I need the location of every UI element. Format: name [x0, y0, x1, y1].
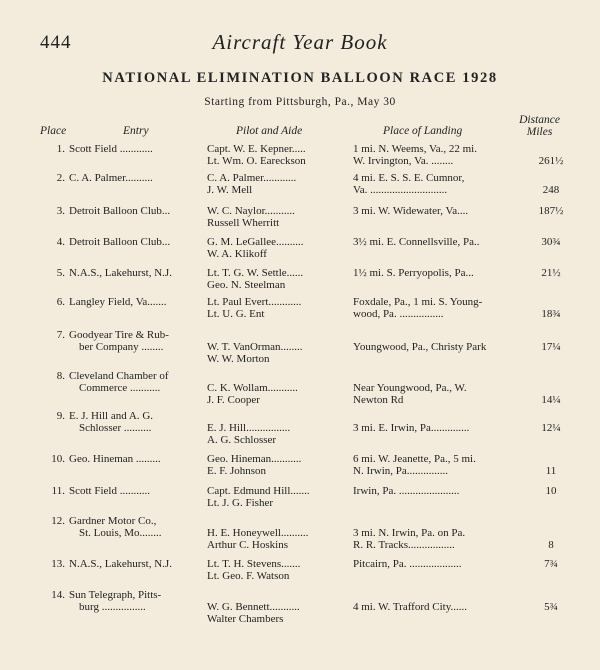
- cell-line: C. K. Wollam...........: [207, 382, 298, 394]
- cell-line: Schlosser ..........: [79, 422, 152, 434]
- entry-cell: [69, 267, 207, 279]
- cell-line: 3 mi. W. Widewater, Va....: [353, 205, 469, 217]
- pilot-cell: [207, 370, 353, 406]
- entry-cell: [69, 205, 207, 217]
- cell-line: Gardner Motor Co.,: [69, 515, 157, 527]
- cell-line: N. Irwin, Pa...............: [353, 465, 449, 477]
- book-title: Aircraft Year Book: [212, 30, 388, 54]
- place-cell: 7.: [56, 329, 65, 341]
- cell-line: [207, 410, 353, 422]
- pilot-cell: [207, 143, 353, 167]
- distance-cell: 187½: [538, 205, 564, 217]
- entry-cell: [69, 143, 207, 155]
- place-cell: 3.: [56, 205, 65, 217]
- cell-line: G. M. LeGallee..........: [207, 236, 304, 248]
- cell-line: 3½ mi. E. Connellsville, Pa..: [353, 236, 480, 248]
- cell-line: Lt. J. G. Fisher: [207, 497, 273, 509]
- cell-line: Lt. T. G. W. Settle......: [207, 267, 304, 279]
- cell-line: [353, 329, 528, 341]
- distance-cell: 261½: [538, 155, 564, 167]
- cell-line: Lt. U. G. Ent: [207, 308, 265, 320]
- entry-cell: [69, 485, 207, 497]
- cell-line: wood, Pa. ................: [353, 308, 444, 320]
- running-head: [40, 30, 560, 56]
- landing-cell: [353, 370, 528, 406]
- landing-cell: [353, 515, 528, 551]
- cell-line: Irwin, Pa. ......................: [353, 485, 460, 497]
- cell-line: Geo. Hineman .........: [69, 453, 161, 465]
- cell-line: [353, 589, 528, 601]
- cell-line: W. A. Klikoff: [207, 248, 267, 260]
- pilot-cell: [207, 172, 353, 196]
- landing-cell: [353, 296, 528, 320]
- place-cell: 1.: [56, 143, 65, 155]
- landing-cell: [353, 453, 528, 477]
- place-cell: 14.: [51, 589, 65, 601]
- cell-line: 3 mi. E. Irwin, Pa..............: [353, 422, 470, 434]
- cell-line: Pitcairn, Pa. ...................: [353, 558, 462, 570]
- distance-cell: 21½: [541, 267, 561, 279]
- pilot-cell: [207, 453, 353, 477]
- cell-line: Goodyear Tire & Rub-: [69, 329, 169, 341]
- cell-line: Foxdale, Pa., 1 mi. S. Young-: [353, 296, 483, 308]
- pilot-cell: [207, 329, 353, 365]
- pilot-cell: [207, 296, 353, 320]
- cell-line: Lt. T. H. Stevens.......: [207, 558, 301, 570]
- cell-line: [353, 410, 528, 422]
- place-cell: 2.: [56, 172, 65, 184]
- landing-cell: [353, 236, 528, 248]
- pilot-cell: [207, 589, 353, 625]
- cell-line: 1½ mi. S. Perryopolis, Pa...: [353, 267, 474, 279]
- cell-line: Detroit Balloon Club...: [69, 236, 171, 248]
- distance-cell: 17¼: [541, 341, 561, 353]
- landing-cell: [353, 205, 528, 217]
- cell-line: E. J. Hill and A. G.: [69, 410, 154, 422]
- cell-line: 4 mi. E. S. S. E. Cumnor,: [353, 172, 465, 184]
- distance-cell: 30¾: [541, 236, 561, 248]
- cell-line: Scott Field ...........: [69, 485, 150, 497]
- cell-line: A. G. Schlosser: [207, 434, 277, 446]
- cell-line: [353, 370, 528, 382]
- pilot-cell: [207, 515, 353, 551]
- cell-line: Newton Rd: [353, 394, 404, 406]
- entry-cell: [69, 558, 207, 570]
- entry-cell: [69, 453, 207, 465]
- landing-cell: [353, 410, 528, 434]
- race-title: NATIONAL ELIMINATION BALLOON RACE 1928: [102, 70, 498, 86]
- entry-cell: [69, 589, 207, 613]
- race-subtitle: Starting from Pittsburgh, Pa., May 30: [204, 96, 396, 108]
- cell-line: W. C. Naylor...........: [207, 205, 295, 217]
- cell-line: Lt. Wm. O. Eareckson: [207, 155, 306, 167]
- cell-line: Capt. Edmund Hill.......: [207, 485, 310, 497]
- cell-line: Scott Field ............: [69, 143, 153, 155]
- landing-cell: [353, 589, 528, 613]
- cell-line: W. T. VanOrman........: [207, 341, 303, 353]
- entry-cell: [69, 236, 207, 248]
- pilot-cell: [207, 558, 353, 582]
- cell-line: [207, 329, 353, 341]
- cell-line: Va. ............................: [353, 184, 448, 196]
- cell-line: Cleveland Chamber of: [69, 370, 169, 382]
- cell-line: Youngwood, Pa., Christy Park: [353, 341, 487, 353]
- cell-line: Sun Telegraph, Pitts-: [69, 589, 162, 601]
- cell-line: ber Company ........: [79, 341, 164, 353]
- cell-line: Capt. W. E. Kepner.....: [207, 143, 306, 155]
- cell-line: C. A. Palmer............: [207, 172, 297, 184]
- cell-line: C. A. Palmer..........: [69, 172, 153, 184]
- cell-line: Commerce ...........: [79, 382, 161, 394]
- pilot-cell: [207, 410, 353, 446]
- column-header-place: Place: [40, 125, 67, 137]
- cell-line: burg ................: [79, 601, 146, 613]
- place-cell: 12.: [51, 515, 65, 527]
- cell-line: 3 mi. N. Irwin, Pa. on Pa.: [353, 527, 466, 539]
- distance-cell: 5¾: [544, 601, 558, 613]
- landing-cell: [353, 329, 528, 353]
- entry-cell: [69, 296, 207, 308]
- distance-header-line-1: Distance: [519, 114, 560, 126]
- place-cell: 10.: [51, 453, 65, 465]
- entry-cell: [69, 515, 207, 539]
- place-cell: 8.: [56, 370, 65, 382]
- cell-line: Langley Field, Va.......: [69, 296, 167, 308]
- landing-cell: [353, 267, 528, 279]
- cell-line: J. F. Cooper: [207, 394, 260, 406]
- cell-line: Lt. Geo. F. Watson: [207, 570, 290, 582]
- landing-cell: [353, 172, 528, 196]
- entry-cell: [69, 370, 207, 394]
- cell-line: [353, 515, 528, 527]
- cell-line: Geo. N. Steelman: [207, 279, 286, 291]
- column-header-pilot: Pilot and Aide: [236, 125, 303, 137]
- column-header-landing: Place of Landing: [383, 125, 463, 137]
- cell-line: Detroit Balloon Club...: [69, 205, 171, 217]
- distance-cell: 11: [545, 465, 557, 477]
- column-header-entry: Entry: [123, 125, 149, 137]
- distance-cell: 12¼: [541, 422, 561, 434]
- distance-cell: 18¾: [541, 308, 561, 320]
- pilot-cell: [207, 267, 353, 291]
- place-cell: 9.: [56, 410, 65, 422]
- cell-line: W. W. Morton: [207, 353, 270, 365]
- cell-line: J. W. Mell: [207, 184, 253, 196]
- landing-cell: [353, 143, 528, 167]
- cell-line: E. F. Johnson: [207, 465, 267, 477]
- pilot-cell: [207, 236, 353, 260]
- cell-line: W. G. Bennett...........: [207, 601, 300, 613]
- distance-cell: 10: [545, 485, 557, 497]
- cell-line: H. E. Honeywell..........: [207, 527, 309, 539]
- pilot-cell: [207, 485, 353, 509]
- cell-line: 1 mi. N. Weems, Va., 22 mi.: [353, 143, 477, 155]
- cell-line: 6 mi. W. Jeanette, Pa., 5 mi.: [353, 453, 476, 465]
- cell-line: Russell Wherritt: [207, 217, 280, 229]
- cell-line: W. Irvington, Va. ........: [353, 155, 454, 167]
- entry-cell: [69, 410, 207, 434]
- cell-line: St. Louis, Mo........: [79, 527, 162, 539]
- cell-line: Near Youngwood, Pa., W.: [353, 382, 467, 394]
- place-cell: 13.: [51, 558, 65, 570]
- place-cell: 5.: [56, 267, 65, 279]
- place-cell: 11.: [51, 485, 65, 497]
- distance-header-line-2: Miles: [526, 126, 553, 138]
- cell-line: N.A.S., Lakehurst, N.J.: [69, 558, 172, 570]
- cell-line: [207, 515, 353, 527]
- distance-cell: 7¾: [544, 558, 558, 570]
- page-number: 444: [40, 32, 72, 53]
- place-cell: 6.: [56, 296, 65, 308]
- pilot-cell: [207, 205, 353, 229]
- cell-line: N.A.S., Lakehurst, N.J.: [69, 267, 172, 279]
- cell-line: Geo. Hineman...........: [207, 453, 302, 465]
- cell-line: [207, 370, 353, 382]
- entry-cell: [69, 172, 207, 184]
- cell-line: 4 mi. W. Trafford City......: [353, 601, 467, 613]
- distance-cell: 248: [542, 184, 560, 196]
- cell-line: R. R. Tracks.................: [353, 539, 455, 551]
- cell-line: Walter Chambers: [207, 613, 284, 625]
- landing-cell: [353, 558, 528, 570]
- place-cell: 4.: [56, 236, 65, 248]
- cell-line: [207, 589, 353, 601]
- column-header-distance: [519, 115, 560, 139]
- entry-cell: [69, 329, 207, 353]
- distance-cell: 8: [548, 539, 554, 551]
- landing-cell: [353, 485, 528, 497]
- distance-cell: 14¼: [541, 394, 561, 406]
- cell-line: E. J. Hill................: [207, 422, 291, 434]
- cell-line: Arthur C. Hoskins: [207, 539, 288, 551]
- cell-line: Lt. Paul Evert............: [207, 296, 302, 308]
